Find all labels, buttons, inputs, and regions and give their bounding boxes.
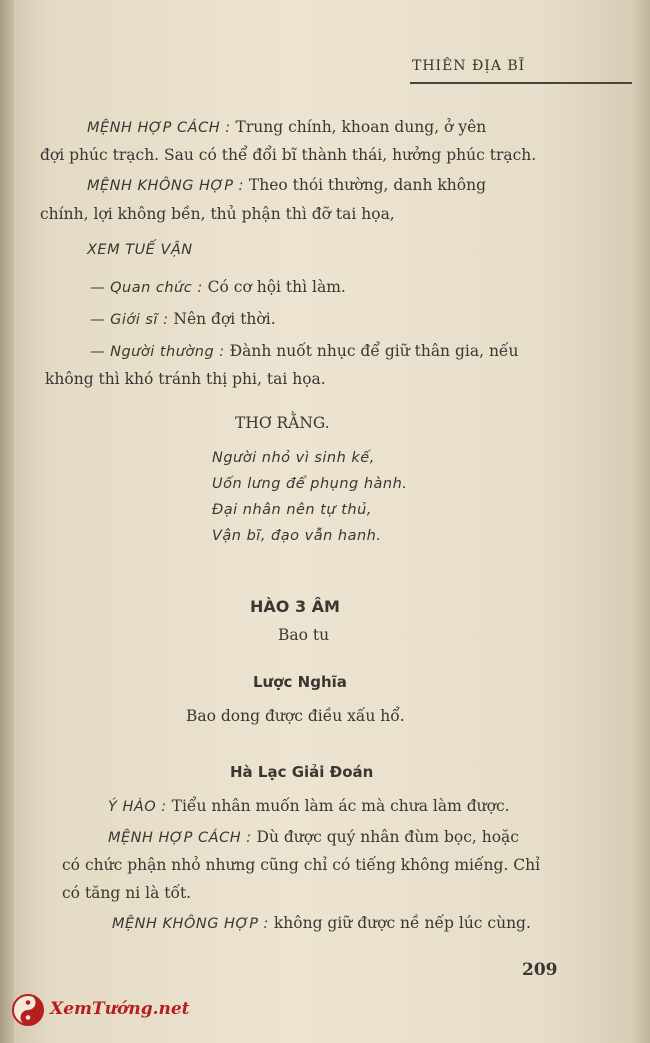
text-y-hao: Tiểu nhân muốn làm ác mà chưa làm được. <box>171 797 510 815</box>
text-menh-hop-cach-2-1: Dù được quý nhân đùm bọc, hoặc <box>256 828 519 846</box>
text-menh-hop-cach-2-2: có chức phận nhỏ nhưng cũng chỉ có tiếng không miếng. Chỉ <box>62 856 541 874</box>
poem-heading: THƠ RẰNG. <box>235 414 330 432</box>
page-right-edge <box>632 0 650 1043</box>
watermark <box>8 990 190 1030</box>
label-y-hao: Ý HÀO : <box>108 799 167 815</box>
poem-line: Đại nhân nên tự thủ, <box>212 502 372 518</box>
label-nguoi-thuong: — Người thường : <box>90 344 225 360</box>
text-menh-hop-cach-1: Trung chính, khoan dung, ở yên <box>235 118 487 136</box>
label-menh-khong-hop: MỆNH KHÔNG HỢP : <box>87 178 244 194</box>
text-luoc-nghia: Bao dong được điều xấu hổ. <box>186 707 405 725</box>
label-quan-chuc: — Quan chức : <box>90 280 203 296</box>
text-nguoi-thuong-2: không thì khó tránh thị phi, tai họa. <box>45 370 326 388</box>
paragraph-menh-khong-hop <box>87 176 486 194</box>
page-number: 209 <box>522 960 558 980</box>
heading-ha-lac-giai-doan: Hà Lạc Giải Đoán <box>230 763 374 781</box>
text-menh-khong-hop-2: không giữ được nề nếp lúc cùng. <box>273 914 531 932</box>
item-nguoi-thuong <box>90 342 518 360</box>
header-rule <box>410 82 632 84</box>
label-menh-hop-cach-2: MỆNH HỢP CÁCH : <box>108 830 252 846</box>
heading-xem-tue-van: XEM TUẾ VẬN <box>87 242 193 258</box>
text-menh-hop-cach-2-3: có tăng ni là tốt. <box>62 884 192 902</box>
page-binding-edge <box>0 0 14 1043</box>
paragraph-menh-hop-cach <box>87 118 486 136</box>
text-nguoi-thuong-1: Đành nuốt nhục để giữ thân gia, nếu <box>229 342 519 360</box>
label-menh-hop-cach: MỆNH HỢP CÁCH : <box>87 120 231 136</box>
item-gioi-si <box>90 310 276 328</box>
text-menh-khong-hop-1: Theo thói thường, danh không <box>248 176 487 194</box>
text-gioi-si: Nên đợi thời. <box>173 310 276 328</box>
text-menh-khong-hop-2: chính, lợi không bền, thủ phận thì đỡ tai họa, <box>40 205 395 223</box>
running-header: THIÊN ĐỊA BĨ <box>412 58 526 74</box>
item-quan-chuc <box>90 278 346 296</box>
poem-line: Người nhỏ vì sinh kế, <box>212 450 375 466</box>
section-title-hao-3-am: HÀO 3 ÂM <box>250 597 340 616</box>
heading-luoc-nghia: Lược Nghĩa <box>253 673 347 691</box>
paragraph-y-hao <box>108 797 510 815</box>
text-quan-chuc: Có cơ hội thì làm. <box>207 278 346 296</box>
label-gioi-si: — Giới sĩ : <box>90 312 169 328</box>
label-menh-khong-hop-2: MỆNH KHÔNG HỢP : <box>112 916 269 932</box>
paragraph-menh-hop-cach-2 <box>108 828 519 846</box>
poem-line: Uốn lưng để phụng hành. <box>212 476 408 492</box>
yin-yang-icon <box>12 994 44 1026</box>
watermark-text: XemTướng.net <box>50 999 190 1019</box>
poem-line: Vận bĩ, đạo vẫn hanh. <box>212 528 382 544</box>
paragraph-menh-khong-hop-2 <box>112 914 531 932</box>
text-menh-hop-cach-2: đợi phúc trạch. Sau có thể đổi bĩ thành thái, hưởng phúc trạch. <box>40 146 537 164</box>
section-subtitle: Bao tu <box>278 626 330 644</box>
